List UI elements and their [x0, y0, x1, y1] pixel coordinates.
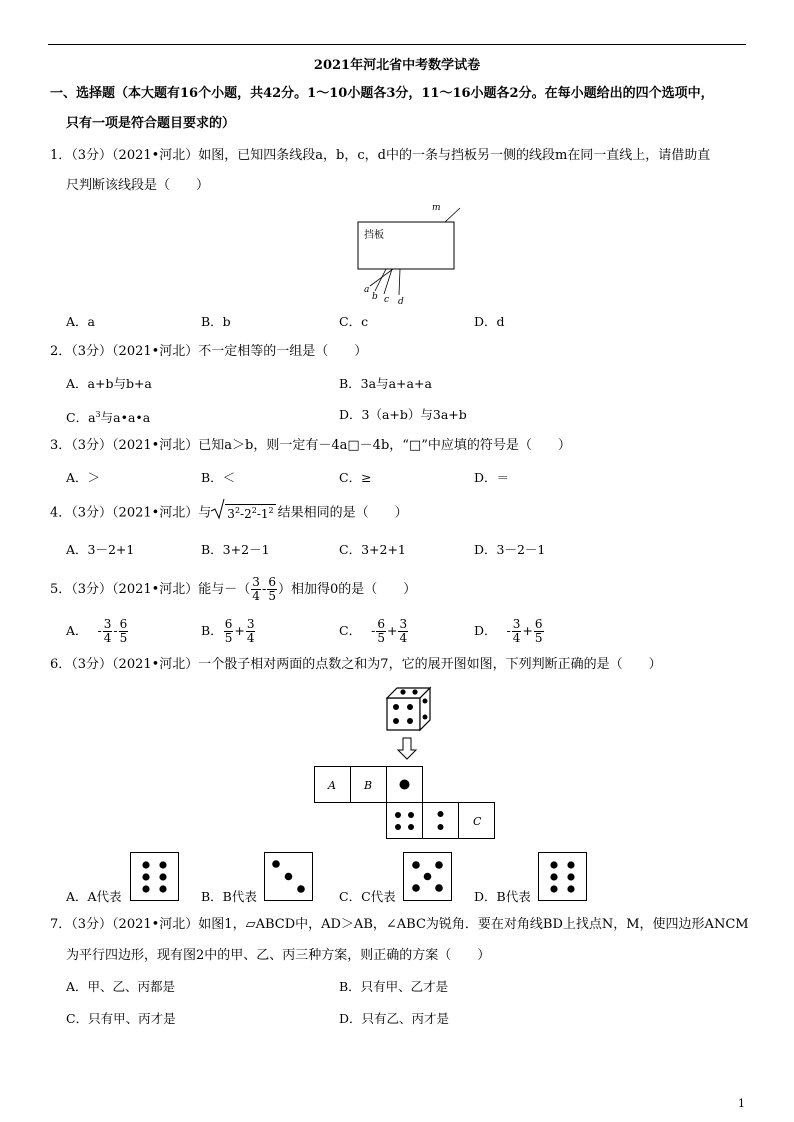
q5-option-b-label: B．	[201, 623, 223, 638]
q5-d-num-1: 3	[512, 617, 521, 631]
q3-option-a[interactable]: A．＞	[66, 470, 101, 485]
q5-frac-2-num: 6	[268, 575, 276, 589]
q2-option-c-post: 与a•a•a	[100, 410, 151, 426]
q5-b-frac-1	[224, 618, 234, 645]
q3-option-d[interactable]: D．＝	[474, 470, 510, 485]
q6-option-d[interactable]: D．B代表	[474, 889, 531, 904]
sqrt-sign-icon	[211, 498, 225, 520]
net-label-c: C	[473, 815, 482, 828]
board-label: 挡板	[364, 230, 384, 241]
q5-option-c[interactable]	[339, 618, 409, 645]
q5-frac-1-den: 4	[252, 589, 260, 603]
label-m: m	[432, 203, 441, 213]
q5-c-op: +	[386, 623, 398, 638]
q5-option-d-label: D．	[474, 623, 497, 638]
q2-option-d[interactable]: D．3（a+b）与3a+b	[339, 407, 467, 422]
q5-option-c-label: C．	[339, 623, 362, 638]
radicand-term-1: 3	[227, 507, 235, 521]
line-b	[375, 269, 386, 291]
q1-option-b[interactable]: B．b	[201, 314, 231, 329]
radicand-term-3: -1	[256, 507, 269, 521]
q6-option-c[interactable]: C．C代表	[339, 889, 396, 904]
q5-b-den-2: 4	[246, 631, 255, 645]
q5-frac-2-den: 5	[268, 589, 276, 603]
q5-c-num-2: 3	[399, 617, 408, 631]
q6-stem: 6．（3分）（2021•河北）一个骰子相对两面的点数之和为7，它的展开图如图，下列判断正确的是（ ）	[50, 657, 662, 672]
q5-a-den-2: 5	[119, 631, 128, 645]
q5-c-frac-2	[398, 618, 408, 645]
radicand	[225, 504, 275, 521]
dice-net-figure	[314, 766, 500, 842]
radicand-exp-2: 2	[251, 506, 257, 515]
q5-a-frac-1	[103, 618, 113, 645]
q5-d-op: +	[522, 623, 533, 638]
q5-d-frac-2	[534, 618, 544, 645]
section-heading: 一、选择题（本大题有16个小题，共42分。1～10小题各3分，11～16小题各2分。在每小题给出的四个选项中，	[50, 86, 714, 101]
q5-stem-pre: 5．（3分）（2021•河北）能与－（	[50, 582, 251, 597]
q5-d-frac-1	[512, 618, 522, 645]
net-label-a: A	[328, 779, 336, 792]
q5-option-a[interactable]	[66, 618, 129, 645]
q6-b-die-icon	[264, 852, 314, 902]
q7-option-a[interactable]: A．甲、乙、丙都是	[66, 979, 176, 994]
q7-stem-cont: 为平行四边形，现有图2中的甲、乙、丙三种方案，则正确的方案（ ）	[66, 948, 491, 963]
page-title: 2021年河北省中考数学试卷	[313, 58, 481, 73]
q5-a-num-2: 6	[119, 617, 128, 631]
q5-frac-2	[267, 576, 277, 603]
line-d	[399, 269, 400, 295]
header-rule	[48, 44, 746, 45]
q6-option-b[interactable]: B．B代表	[201, 889, 257, 904]
q1-figure	[350, 200, 490, 310]
section-heading-cont: 只有一项是符合题目要求的）	[66, 116, 236, 131]
q5-d-sign: -	[506, 623, 511, 638]
q6-c-die-icon	[403, 852, 453, 902]
q5-option-a-label: A．	[66, 623, 88, 638]
radicand-exp-3: 2	[268, 506, 274, 515]
q5-b-den-1: 5	[224, 631, 233, 645]
label-c: c	[384, 295, 390, 305]
q3-stem: 3．（3分）（2021•河北）已知a＞b，则一定有－4a□－4b，“□”中应填的符号是（ ）	[50, 438, 571, 453]
q1-stem: 1．（3分）（2021•河北）如图，已知四条线段a，b，c，d中的一条与挡板另一侧的线段m在同一直线上，请借助直	[50, 148, 711, 163]
q2-option-c[interactable]	[66, 407, 150, 426]
q4-stem-pre: 4．（3分）（2021•河北）与	[50, 505, 212, 521]
q5-minus: -	[261, 582, 267, 597]
dice-3d-icon	[380, 684, 440, 736]
radicand-exp-1: 2	[234, 506, 241, 515]
q5-a-num-1: 3	[103, 617, 112, 631]
q5-c-sign: -	[371, 623, 376, 638]
q1-stem-cont: 尺判断该线段是（ ）	[66, 178, 210, 193]
q7-stem: 7．（3分）（2021•河北）如图1，▱ABCD中，AD＞AB，∠ABC为锐角．要在对角线BD上找点N，M，使四边形ANCM	[50, 917, 749, 932]
q7-option-b[interactable]: B．只有甲、乙才是	[339, 979, 449, 994]
line-m	[445, 208, 460, 222]
q5-frac-1	[251, 576, 261, 603]
net-label-b: B	[364, 779, 373, 792]
q5-a-frac-2	[119, 618, 129, 645]
down-arrow-icon	[397, 738, 417, 760]
q5-c-den-2: 4	[399, 631, 408, 645]
q4-option-b[interactable]: B．3+2－1	[201, 542, 270, 557]
page-number: 1	[738, 1097, 745, 1110]
q6-a-die-icon	[130, 852, 180, 902]
q4-stem	[50, 503, 408, 523]
sqrt-expression	[211, 503, 275, 523]
q5-b-num-2: 3	[246, 617, 255, 631]
q4-option-d[interactable]: D．3－2－1	[474, 542, 546, 557]
q5-stem-post: ）相加得0的是（ ）	[277, 582, 417, 597]
q4-option-a[interactable]: A．3－2+1	[66, 542, 135, 557]
q2-option-a[interactable]: A．a+b与b+a	[66, 376, 152, 391]
q6-option-a[interactable]: A．A代表	[66, 889, 122, 904]
q5-option-d[interactable]	[474, 618, 545, 645]
q5-a-op: -	[113, 623, 118, 638]
q7-option-c[interactable]: C．只有甲、丙才是	[66, 1011, 176, 1026]
q5-b-frac-2	[246, 618, 256, 645]
q1-option-d[interactable]: D．d	[474, 314, 505, 329]
q2-option-c-exp: 3	[95, 410, 101, 419]
q7-option-d[interactable]: D．只有乙、丙才是	[339, 1011, 450, 1026]
label-a: a	[364, 285, 370, 295]
q3-option-c[interactable]: C．≥	[339, 470, 372, 485]
q5-d-den-1: 4	[512, 631, 521, 645]
q5-a-den-1: 4	[103, 631, 112, 645]
label-d: d	[398, 297, 404, 307]
label-b: b	[372, 292, 378, 302]
q2-option-b[interactable]: B．3a与a+a+a	[339, 376, 432, 391]
q5-option-b[interactable]	[201, 618, 256, 645]
q4-option-c[interactable]: C．3+2+1	[339, 542, 406, 557]
q1-option-c[interactable]: C．c	[339, 314, 369, 329]
q3-option-b[interactable]: B．＜	[201, 470, 236, 485]
q5-frac-1-num: 3	[252, 575, 260, 589]
q5-d-den-2: 5	[534, 631, 543, 645]
q5-a-sign: -	[97, 623, 102, 638]
q5-c-den-1: 5	[377, 631, 385, 645]
q2-option-c-pre: C．a	[66, 410, 96, 426]
q1-option-a[interactable]: A．a	[66, 314, 95, 329]
q6-d-die-icon	[538, 852, 588, 902]
q4-stem-post: 结果相同的是（ ）	[277, 505, 408, 521]
q5-b-num-1: 6	[224, 617, 233, 631]
q5-stem	[50, 576, 416, 603]
q2-stem: 2．（3分）（2021•河北）不一定相等的一组是（ ）	[50, 344, 368, 359]
q5-d-num-2: 6	[534, 617, 543, 631]
radicand-term-2: -2	[240, 507, 252, 521]
q5-c-num-1: 6	[377, 617, 385, 631]
q5-c-frac-1	[376, 618, 386, 645]
q5-b-op: +	[234, 623, 245, 638]
